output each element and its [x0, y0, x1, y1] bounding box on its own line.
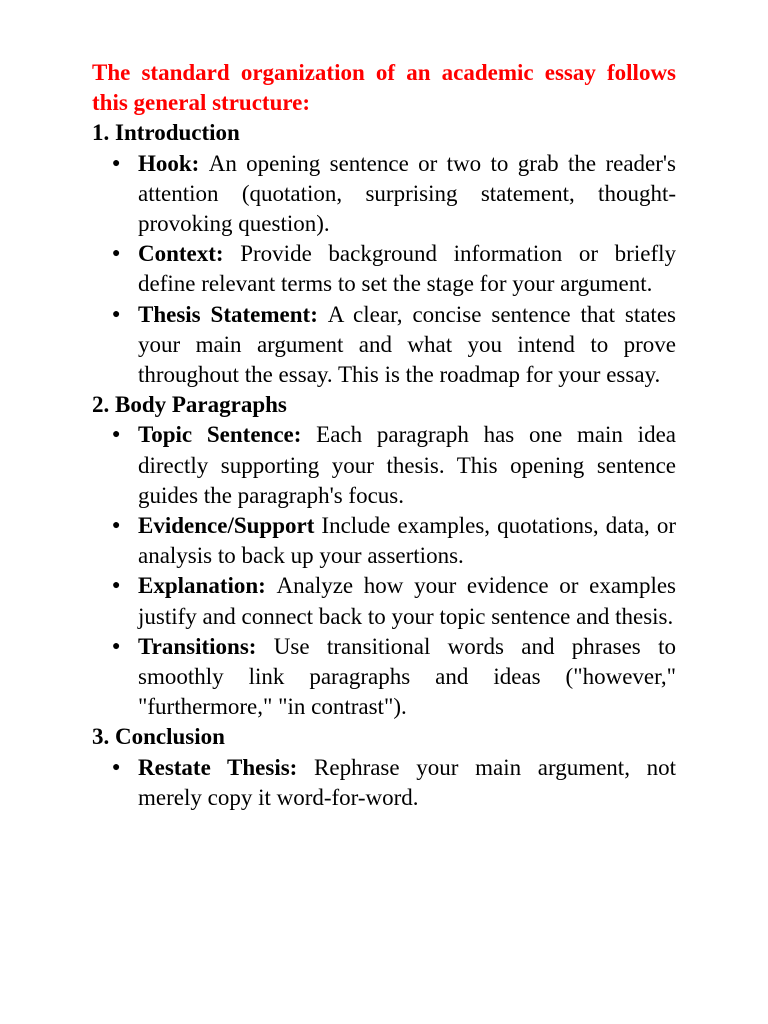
item-text: Rephrase your main argument, not merely copy it word-for-word. — [138, 754, 676, 810]
list-item-context — [92, 239, 676, 299]
bullet-icon: ● — [112, 759, 121, 775]
item-text: A clear, concise sentence that states your main argument and what you intend to prove throughout the essay. This is the roadmap for your essay. — [138, 301, 676, 388]
item-term: Restate Thesis: — [138, 754, 315, 780]
list-item-thesis-statement — [92, 300, 676, 391]
item-term: Topic Sentence: — [138, 422, 317, 448]
list-item-explanation — [92, 571, 676, 631]
section-conclusion — [92, 722, 676, 813]
section-heading: 2. Body Paragraphs — [92, 392, 287, 418]
list-item-restate-thesis — [92, 753, 676, 813]
bullet-icon: ● — [112, 246, 121, 262]
item-term: Thesis Statement: — [138, 301, 328, 327]
item-text: Provide background information or briefly define relevant terms to set the stage for your argument. — [138, 241, 676, 297]
list-item-hook — [92, 149, 676, 240]
item-text: Each paragraph has one main idea directly supporting your thesis. This opening sentence guides the paragraph's focus. — [138, 422, 676, 508]
bullet-icon: ● — [112, 155, 121, 171]
document-page — [92, 58, 676, 813]
item-term: Explanation: — [138, 573, 277, 599]
list-item-transitions — [92, 632, 676, 723]
item-term: Transitions: — [138, 633, 274, 659]
list-item-evidence-support — [92, 511, 676, 571]
section-heading: 3. Conclusion — [92, 724, 225, 750]
item-text: Use transitional words and phrases to smoothly link paragraphs and ideas ("however," "furthermore," "in contrast"). — [138, 633, 676, 720]
section-body-paragraphs — [92, 390, 676, 722]
bullet-icon: ● — [112, 638, 121, 654]
item-term: Context: — [138, 241, 241, 267]
bullet-icon: ● — [112, 518, 121, 534]
item-list — [92, 753, 676, 813]
item-text: Analyze how your evidence or examples justify and connect back to your topic sentence and thesis. — [138, 573, 676, 629]
bullet-icon: ● — [112, 427, 121, 443]
item-list — [92, 149, 676, 391]
item-text: Include examples, quotations, data, or analysis to back up your assertions. — [138, 513, 676, 569]
section-introduction — [92, 118, 676, 390]
item-text: An opening sentence or two to grab the reader's attention (quotation, surprising statement, thought-provoking question). — [138, 150, 677, 237]
item-term: Hook: — [138, 150, 209, 176]
bullet-icon: ● — [112, 578, 121, 594]
bullet-icon: ● — [112, 306, 121, 322]
item-term: Evidence/Support — [138, 513, 322, 539]
section-heading: 1. Introduction — [92, 120, 240, 146]
list-item-topic-sentence — [92, 420, 676, 511]
intro-heading: The standard organization of an academic essay follows this general structure: — [92, 60, 676, 116]
item-list — [92, 420, 676, 722]
